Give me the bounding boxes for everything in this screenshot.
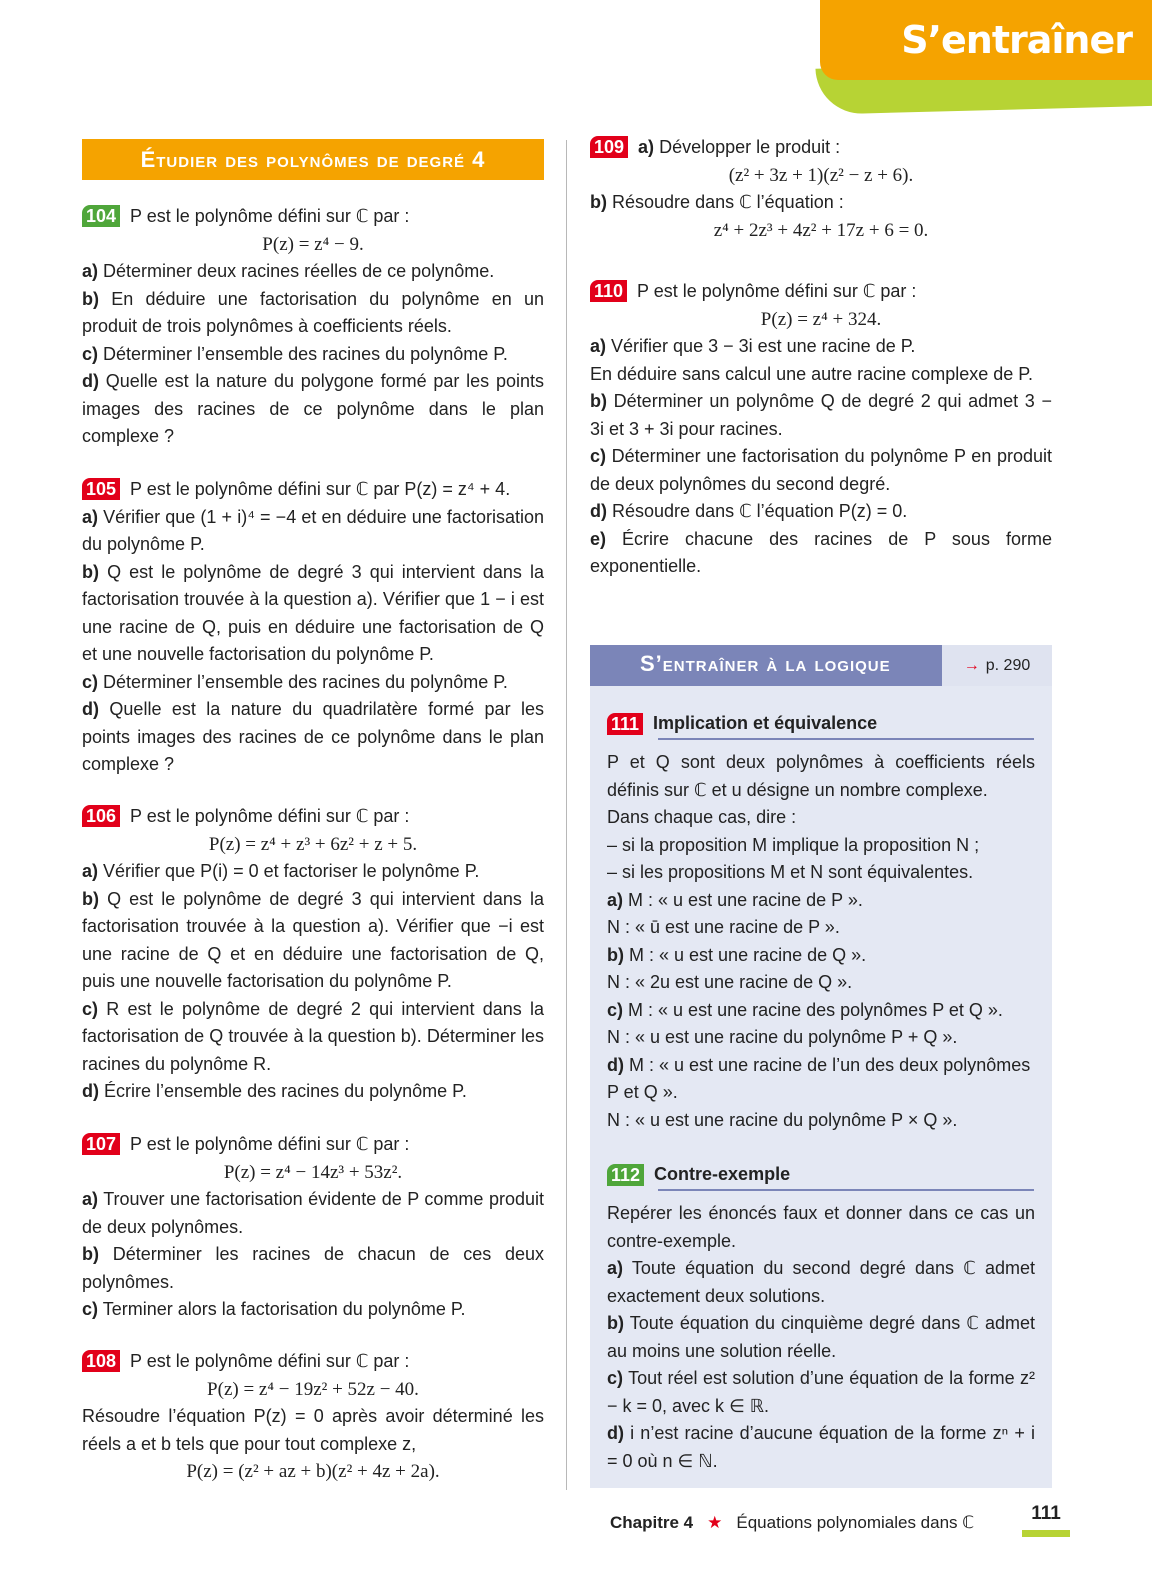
exercise-intro: P est le polynôme défini sur ℂ par : (637, 281, 917, 301)
header-title: S’entraîner (901, 18, 1132, 62)
question-label: c) (607, 1368, 624, 1388)
question-text: Déterminer deux racines réelles de ce polynôme. (103, 261, 495, 281)
question-label: b) (607, 1313, 624, 1333)
exercise-106 (82, 803, 544, 1106)
question-label: c) (82, 671, 99, 692)
title-underline (658, 1189, 1034, 1191)
question-text: En déduire une factorisation du polynôme en un produit de trois polynômes à coefficients réels. (82, 288, 544, 336)
exercise-number: 105 (82, 478, 120, 500)
question-text: N : « ū est une racine de P ». (607, 917, 840, 937)
star-icon: ★ (707, 1513, 723, 1532)
exercise-number: 110 (590, 280, 627, 302)
exercise-intro: P est le polynôme défini sur ℂ par : (130, 1134, 410, 1154)
exercise-text: – si les propositions M et N sont équivalentes. (607, 862, 974, 882)
exercise-number: 111 (607, 713, 643, 735)
exercise-text: – si la proposition M implique la proposition N ; (607, 834, 980, 855)
question-label: a) (82, 261, 99, 281)
question-text: M : « u est une racine de l’un des deux polynômes P et Q ». (607, 1054, 1031, 1102)
question-text: Q est le polynôme de degré 3 qui intervient dans la factorisation trouvée à la question a). Vérifier que −i est une racine de Q et en déduire une factorisation de Q, puis une nouvelle factorisation du polynôme P. (82, 888, 544, 991)
footer-chapter: Chapitre 4 (610, 1513, 694, 1532)
exercise-109 (590, 134, 1052, 244)
question-text: Développer le produit : (659, 137, 841, 157)
exercise-number: 109 (590, 136, 628, 158)
question-label: c) (82, 343, 99, 364)
question-text: Déterminer les racines de chacun de ces deux polynômes. (82, 1244, 544, 1292)
exercise-formula: (z² + 3z + 1)(z² − z + 6). (728, 164, 914, 186)
question-text: Q est le polynôme de degré 3 qui intervient dans la factorisation trouvée à la question a). Vérifier que 1 − i est une racine de Q, puis en déduire une factorisation de Q et une nouvelle factorisation du polynôme P. (82, 561, 544, 664)
page-number: 111 (1031, 1503, 1061, 1524)
question-text: M : « u est une racine de Q ». (629, 944, 867, 965)
exercise-formula: P(z) = z⁴ − 19z² + 52z − 40. (207, 1378, 419, 1400)
exercise-112-body (607, 1200, 1035, 1475)
question-text: Déterminer un polynôme Q de degré 2 qui admet 3 − 3i et 3 + 3i pour racines. (590, 391, 1052, 439)
question-label: e) (590, 528, 607, 549)
question-label: d) (82, 699, 99, 719)
question-text: M : « u est une racine des polynômes P et Q ». (628, 999, 1003, 1020)
exercise-intro: P est le polynôme défini sur ℂ par : (130, 1351, 410, 1371)
exercise-111 (607, 710, 1035, 738)
column-divider (566, 140, 567, 1490)
question-text: Tout réel est solution d’une équation de la forme z² − k = 0, avec k ∈ ℝ. (607, 1368, 1035, 1416)
exercise-text: Dans chaque cas, dire : (607, 807, 797, 827)
exercise-formula-2: z⁴ + 2z³ + 4z² + 17z + 6 = 0. (713, 219, 929, 241)
exercise-number: 106 (82, 805, 120, 827)
question-text: N : « 2u est une racine de Q ». (607, 972, 853, 992)
question-text: N : « u est une racine du polynôme P + Q ». (607, 1027, 958, 1047)
arrow-right-icon: → (963, 656, 980, 674)
question-label: b) (82, 1244, 99, 1264)
exercise-number: 107 (82, 1133, 120, 1155)
question-text: Toute équation du second degré dans ℂ admet exactement deux solutions. (607, 1258, 1035, 1306)
question-text: R est le polynôme de degré 2 qui intervient dans la factorisation de Q trouvée à la question b). Déterminer les racines du polynôme R. (82, 998, 544, 1074)
question-label: b) (607, 944, 624, 965)
page-number-underline (1022, 1530, 1070, 1537)
exercise-107 (82, 1131, 544, 1324)
question-label: d) (82, 371, 99, 391)
page-reference-text: p. 290 (985, 656, 1031, 674)
exercise-111-body (607, 749, 1035, 1134)
question-text: Vérifier que P(i) = 0 et factoriser le polynôme P. (103, 861, 480, 881)
exercise-number: 104 (82, 205, 120, 227)
question-text: Résoudre dans ℂ l’équation : (612, 192, 844, 212)
question-label: a) (607, 889, 624, 910)
question-label: c) (82, 998, 99, 1019)
section-title-left: Étudier des polynômes de degré 4 (82, 139, 544, 180)
page-reference (942, 645, 1052, 686)
exercise-text: Résoudre l’équation P(z) = 0 après avoir déterminé les réels a et b tels que pour tout complexe z, (82, 1406, 544, 1454)
question-label: c) (607, 999, 624, 1020)
exercise-number: 108 (82, 1350, 120, 1372)
exercise-intro: P est le polynôme défini sur ℂ par : (130, 806, 410, 826)
question-label: c) (590, 446, 607, 466)
question-label: b) (590, 192, 607, 212)
question-text: Résoudre dans ℂ l’équation P(z) = 0. (612, 501, 908, 521)
question-label: a) (82, 1189, 99, 1209)
footer-title: Équations polynomiales dans ℂ (736, 1513, 975, 1532)
exercise-title: Contre-exemple (654, 1164, 791, 1184)
header-tab (820, 0, 1152, 80)
section-title-right: S’entraîner à la logique (640, 651, 891, 676)
question-text: Déterminer l’ensemble des racines du polynôme P. (103, 671, 508, 692)
question-text: Écrire l’ensemble des racines du polynôme P. (104, 1081, 467, 1101)
question-label: a) (590, 336, 607, 356)
question-label: a) (638, 137, 655, 157)
footer (610, 1513, 974, 1533)
question-label: c) (82, 1299, 99, 1319)
question-text: Déterminer une factorisation du polynôme P en produit de deux polynômes du second degré. (590, 446, 1052, 494)
question-text: Écrire chacune des racines de P sous forme exponentielle. (590, 528, 1052, 576)
question-label: b) (82, 888, 99, 909)
exercise-title: Implication et équivalence (653, 713, 878, 733)
question-label: b) (590, 391, 607, 411)
exercise-intro: P est le polynôme défini sur ℂ par P(z) = z⁴ + 4. (130, 479, 511, 499)
question-text: En déduire sans calcul une autre racine complexe de P. (590, 363, 1033, 384)
question-text: i n’est racine d’aucune équation de la forme zⁿ + i = 0 où n ∈ ℕ. (607, 1423, 1035, 1471)
question-label: a) (82, 861, 99, 881)
exercise-number: 112 (607, 1164, 644, 1186)
question-label: a) (82, 506, 99, 527)
question-label: b) (82, 561, 99, 582)
question-text: N : « u est une racine du polynôme P × Q ». (607, 1109, 958, 1130)
question-text: Trouver une factorisation évidente de P comme produit de deux polynômes. (82, 1189, 544, 1237)
title-underline (658, 738, 1034, 740)
question-text: M : « u est une racine de P ». (628, 889, 863, 910)
exercise-105 (82, 476, 544, 779)
question-text: Déterminer l’ensemble des racines du polynôme P. (103, 343, 508, 364)
question-text: Toute équation du cinquième degré dans ℂ admet au moins une solution réelle. (607, 1313, 1035, 1361)
question-label: d) (607, 1423, 624, 1443)
exercise-intro: P et Q sont deux polynômes à coefficients réels définis sur ℂ et u désigne un nombre complexe. (607, 752, 1035, 800)
exercise-formula: P(z) = z⁴ + z³ + 6z² + z + 5. (208, 833, 418, 855)
exercise-104 (82, 203, 544, 451)
exercise-formula: P(z) = z⁴ − 9. (262, 233, 364, 255)
section-banner-right (590, 645, 1052, 686)
exercise-intro: Repérer les énoncés faux et donner dans ce cas un contre-exemple. (607, 1203, 1035, 1251)
exercise-110 (590, 278, 1052, 581)
exercise-formula: P(z) = z⁴ + 324. (760, 308, 882, 330)
question-label: d) (590, 501, 607, 521)
exercise-formula-2: P(z) = (z² + az + b)(z² + 4z + 2a). (186, 1461, 440, 1482)
question-label: d) (82, 1081, 99, 1101)
exercise-intro: P est le polynôme défini sur ℂ par : (130, 206, 410, 226)
question-label: b) (82, 288, 99, 309)
question-text: Quelle est la nature du quadrilatère formé par les points images des racines de ce polynôme dans le plan complexe ? (82, 699, 544, 774)
question-text: Vérifier que (1 + i)⁴ = −4 et en déduire une factorisation du polynôme P. (82, 506, 544, 554)
exercise-108 (82, 1348, 544, 1486)
question-label: d) (607, 1054, 624, 1075)
exercise-112 (607, 1161, 1035, 1189)
exercise-formula: P(z) = z⁴ − 14z³ + 53z². (223, 1161, 403, 1183)
question-text: Vérifier que 3 − 3i est une racine de P. (611, 336, 916, 356)
question-text: Quelle est la nature du polygone formé par les points images des racines de ce polynôme dans le plan complexe ? (82, 371, 544, 446)
question-label: a) (607, 1258, 624, 1278)
question-text: Terminer alors la factorisation du polynôme P. (102, 1299, 466, 1319)
